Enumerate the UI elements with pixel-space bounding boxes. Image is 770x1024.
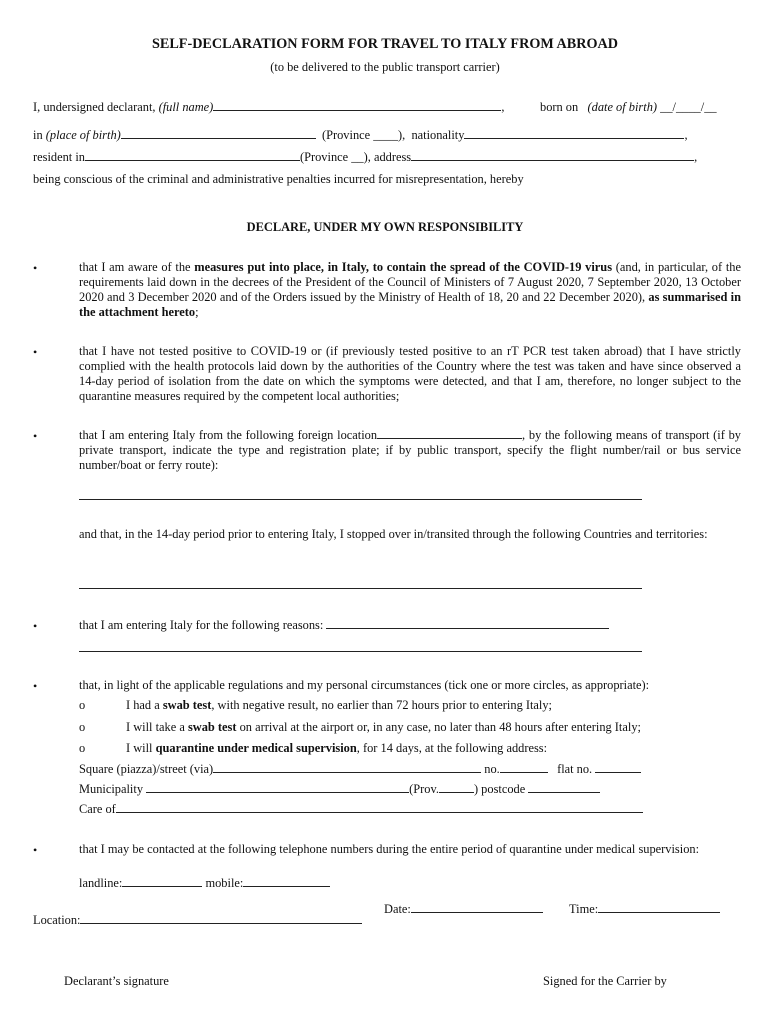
quarantine-circle[interactable]: o	[79, 741, 86, 755]
municipality-field[interactable]	[146, 782, 409, 793]
bullet-3: •	[33, 429, 38, 443]
date-field[interactable]	[411, 902, 543, 913]
landline-label: landline:	[79, 876, 123, 890]
province-label: (Province ____),	[321, 128, 406, 142]
reasons-label: that I am entering Italy for the following reasons:	[79, 618, 324, 632]
phone-line	[79, 876, 330, 891]
declaration-covid-test: that I have not tested positive to COVID-19 or (if previously tested positive to an rT PCR test taken abroad) that I have strictly complied with the health protocols laid down by the authorities of the Country where the test was taken and have since observed a 14-day period of isolation from the date on which the symptoms were detected, and that I am, therefore, no longer subject to the quarantine measures required by the competent local authorities;	[79, 344, 741, 403]
nationality-label: nationality	[411, 128, 465, 142]
dob-field[interactable]: __/____/__	[660, 100, 717, 114]
flat-no-label: flat no.	[557, 762, 593, 776]
carrier-signature-label: Signed for the Carrier by	[543, 974, 667, 988]
b3-text-b: , by the following means of transport (if by private transport, indicate the type and registration plate; if by public transport, specify the flight number/rail or bus service number/boat or ferry route):	[79, 428, 742, 472]
postcode-field[interactable]	[528, 782, 600, 793]
prov-field[interactable]	[439, 782, 474, 793]
dob-label: (date of birth)	[587, 100, 658, 114]
time-line	[569, 902, 720, 917]
swab-before-option	[126, 698, 552, 713]
location-line	[33, 913, 362, 928]
o1-bold: swab test	[162, 698, 212, 712]
date-label: Date:	[384, 902, 411, 916]
o3-bold: quarantine under medical supervision	[155, 741, 357, 755]
street-field[interactable]	[213, 762, 481, 773]
address-label: (Province __), address	[299, 150, 412, 164]
b1-text-c: ;	[195, 305, 199, 319]
full-name-label: (full name)	[158, 100, 214, 114]
form-title: SELF-DECLARATION FORM FOR TRAVEL TO ITALY FROM ABROAD	[151, 36, 619, 52]
address-field[interactable]	[411, 150, 694, 161]
resident-in-label: resident in	[33, 150, 85, 164]
mobile-field[interactable]	[243, 876, 330, 887]
flat-no-field[interactable]	[595, 762, 641, 773]
care-of-label: Care of	[79, 802, 116, 816]
b1-bold-attachment: as summarised in the attachment hereto	[79, 290, 741, 319]
o2-text-a: I will take a	[126, 720, 185, 734]
resident-in-field[interactable]	[85, 150, 300, 161]
declarant-label: I, undersigned declarant,	[33, 100, 156, 114]
intro-dob	[540, 100, 717, 115]
o1-text-a: I had a	[126, 698, 160, 712]
location-label: Location:	[33, 913, 81, 927]
born-on-label: born on	[540, 100, 579, 114]
bullet-2: •	[33, 345, 38, 359]
municipality-label: Municipality	[79, 782, 144, 796]
o2-text-b: on arrival at the airport or, in any case, no later than 48 hours after entering Italy;	[239, 720, 641, 734]
full-name-field[interactable]	[213, 100, 501, 111]
stopover-text: and that, in the 14-day period prior to entering Italy, I stopped over in/transited through the following Countries and territories:	[79, 527, 708, 541]
conscious-line: being conscious of the criminal and administrative penalties incurred for misrepresentation, hereby	[33, 172, 524, 186]
o3-text-b: , for 14 days, at the following address:	[356, 741, 548, 755]
place-of-birth-field[interactable]	[121, 128, 316, 139]
o1-text-b: , with negative result, no earlier than 72 hours prior to entering Italy;	[211, 698, 553, 712]
intro-line-2: in (place of birth) (Province ____), nationality ,	[33, 128, 688, 142]
landline-field[interactable]	[122, 876, 202, 887]
declaration-awareness	[79, 260, 741, 320]
b1-text-b: (and, in particular, of the requirements laid down in the decrees of the President of the Council of Ministers of 7 August 2020, 7 September 2020, 13 October 2020 and 3 December 2020 and of the Orders issued by the Ministry of Health of 18, 20 and 22 December 2020),	[79, 260, 741, 304]
mobile-label: mobile:	[205, 876, 244, 890]
reasons-field-2[interactable]	[79, 651, 642, 652]
postcode-label: ) postcode	[473, 782, 526, 796]
care-of-line	[79, 802, 643, 817]
transport-means-field[interactable]	[79, 499, 642, 500]
reasons-field[interactable]	[326, 618, 609, 629]
time-field[interactable]	[598, 902, 720, 913]
intro-line-1: I, undersigned declarant, (full name) ,	[33, 100, 505, 114]
stopover-countries-field[interactable]	[79, 588, 642, 589]
location-field[interactable]	[80, 913, 362, 924]
foreign-location-field[interactable]	[377, 428, 522, 439]
address-street-line	[79, 762, 641, 777]
nationality-field[interactable]	[464, 128, 684, 139]
contact-declaration: that I may be contacted at the following telephone numbers during the entire period of quarantine under medical supervision:	[79, 842, 700, 856]
bullet-5: •	[33, 679, 38, 693]
o3-text-a: I will	[126, 741, 153, 755]
swab-arrival-circle[interactable]: o	[79, 720, 86, 734]
o2-bold: swab test	[187, 720, 237, 734]
declare-heading: DECLARE, UNDER MY OWN RESPONSIBILITY	[246, 220, 524, 234]
bullet-4: •	[33, 619, 38, 633]
street-label: Square (piazza)/street (via)	[79, 762, 214, 776]
time-label: Time:	[569, 902, 599, 916]
regulations-intro: that, in light of the applicable regulations and my personal circumstances (tick one or more circles, as appropriate):	[79, 678, 650, 692]
date-line	[384, 902, 543, 917]
declarant-signature-label: Declarant’s signature	[64, 974, 169, 988]
b1-bold-measures: measures put into place, in Italy, to contain the spread of the COVID-19 virus	[194, 260, 613, 274]
intro-line-3: resident in (Province __), address ,	[33, 150, 698, 164]
bullet-1: •	[33, 261, 38, 275]
street-no-label: no.	[484, 762, 500, 776]
municipality-line	[79, 782, 600, 797]
quarantine-option	[126, 741, 547, 756]
declaration-reasons	[79, 618, 609, 633]
form-subtitle: (to be delivered to the public transport carrier)	[270, 60, 500, 74]
swab-before-circle[interactable]: o	[79, 698, 86, 712]
in-label: in	[33, 128, 43, 142]
street-no-field[interactable]	[500, 762, 548, 773]
b3-text-a: that I am entering Italy from the following foreign location	[79, 428, 378, 442]
care-of-field[interactable]	[116, 802, 643, 813]
bullet-6: •	[33, 843, 38, 857]
swab-arrival-option	[126, 720, 641, 735]
declaration-entry-location	[79, 428, 741, 473]
prov-label: (Prov.	[409, 782, 439, 796]
b1-text-a: that I am aware of the	[79, 260, 191, 274]
place-of-birth-label: (place of birth)	[45, 128, 121, 142]
